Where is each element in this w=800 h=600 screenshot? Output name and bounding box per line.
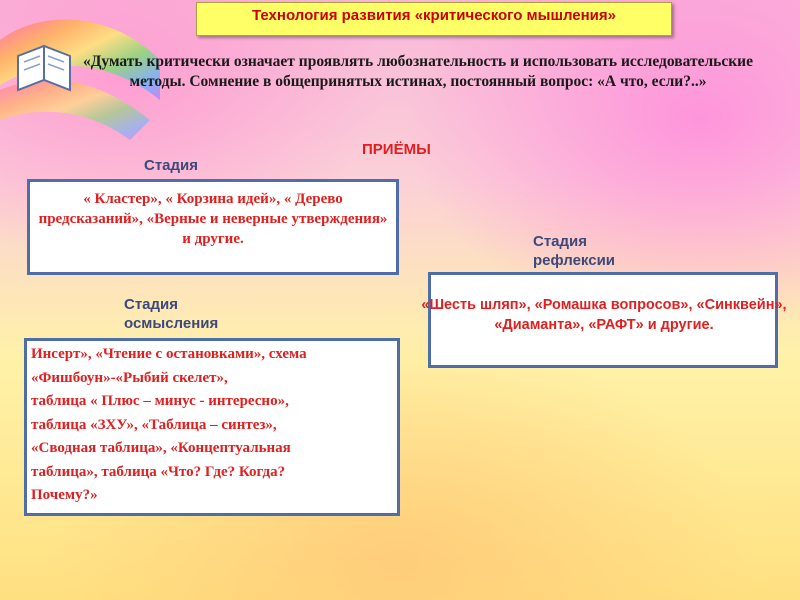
stage-reflection-box <box>421 272 787 368</box>
title-banner <box>196 2 672 36</box>
list-item: таблица», таблица «Что? Где? Когда? <box>31 463 286 480</box>
slide-title: Технология развития «критического мышления» <box>251 7 616 24</box>
quote-text: «Думать критически означает проявлять любознательность и использовать исследовательские методы. Сомнение в общепринятых истинах, постоянный вопрос: «А что, если?..» <box>83 53 753 90</box>
techniques-label: ПРИЁМЫ <box>362 141 431 158</box>
stage-challenge-text: « Кластер», « Корзина идей», « Дерево предсказаний», «Верные и неверные утверждения» и другие. <box>38 191 388 247</box>
list-item: «Фишбоун»-«Рыбий скелет», <box>31 369 228 386</box>
list-item: таблица «ЗХУ», «Таблица – синтез», <box>31 416 277 433</box>
stage-comprehension-label: Стадия осмысления <box>124 296 219 332</box>
stage-reflection-label: Стадия рефлексии <box>533 233 616 269</box>
stage-comprehension-text <box>27 341 397 508</box>
stage-comprehension-box <box>24 338 400 516</box>
list-item: Инсерт», «Чтение с остановками», схема <box>31 346 307 362</box>
list-item: «Сводная таблица», «Концептуальная <box>31 440 291 456</box>
list-item: Почему?» <box>31 487 98 503</box>
stage-challenge-label: Стадия <box>144 157 199 174</box>
stage-reflection-text: «Шесть шляп», «Ромашка вопросов», «Синквейн», «Диаманта», «РАФТ» и другие. <box>421 297 787 333</box>
stage-challenge-box <box>27 179 399 275</box>
list-item: таблица « Плюс – минус - интересно», <box>31 393 289 409</box>
